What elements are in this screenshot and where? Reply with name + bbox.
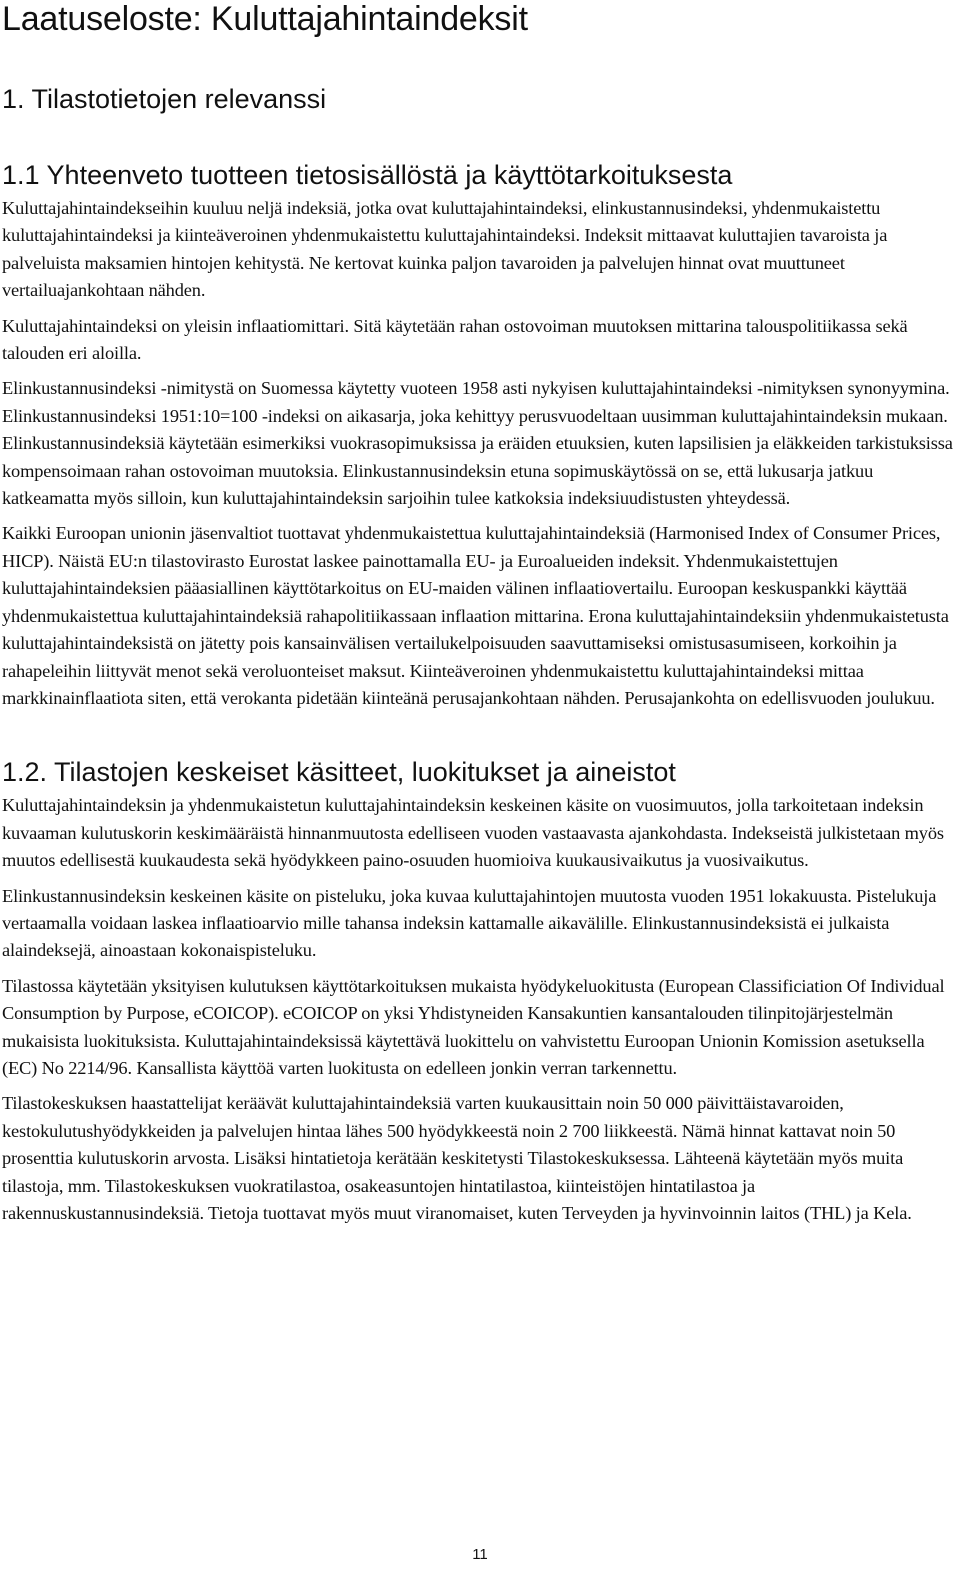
page-number: 11 [472,1546,488,1563]
document-title: Laatuseloste: Kuluttajahintaindeksit [2,0,528,38]
section-summary [2,159,956,712]
paragraph: Kuluttajahintaindeksin ja yhdenmukaistetun kuluttajahintaindeksin keskeinen käsite on vuosimuutos, jolla tarkoitetaan indeksin kuvaaman kulutuskorin keskimääräistä hinnanmuutosta edelliseen vuoden vastaavasta ajankohdasta. Indekseistä julkistetaan myös muutos edellisestä kuukaudesta sekä hyödykkeen paino-osuuden huomioiva kuukausivaikutus ja vuosivaikutus. [2,795,944,871]
paragraph: Kuluttajahintaindeksi on yleisin inflaatiomittari. Sitä käytetään rahan ostovoiman muutoksen mittarina talouspolitiikassa sekä talouden eri aloilla. [2,315,908,364]
paragraph: Tilastokeskuksen haastattelijat keräävät kuluttajahintaindeksiä varten kuukausittain noin 50 000 päivittäistavaroiden, kestokulutushyödykkeiden ja palvelujen hintaa lähes 500 hyödykkeestä noin 2 700 liikkeestä. Nämä hinnat kattavat noin 50 prosenttia kulutuskorin arvosta. Lisäksi hintatietoja kerätään keskitetysti Tilastokeskuksessa. Lähteenä käytetään myös muita tilastoja, mm. Tilastokeskuksen vuokratilastoa, osakeasuntojen hintatilastoa, kiinteistöjen hintatilastoa ja rakennuskustannusindeksiä. Tietoja tuottavat myös muut viranomaiset, kuten Terveyden ja hyvinvoinnin laitos (THL) ja Kela. [2,1093,912,1223]
section-heading-summary: 1.1 Yhteenveto tuotteen tietosisällöstä ja käyttötarkoituksesta [2,160,733,190]
paragraph: Kaikki Euroopan unionin jäsenvaltiot tuottavat yhdenmukaistettua kuluttajahintaindeksiä (Harmonised Index of Consumer Prices, HICP). Näistä EU:n tilastovirasto Eurostat laskee painottamalla EU- ja Euroalueiden indeksit. Yhdenmukaistettujen kuluttajahintaindeksien pääasiallinen käyttötarkoitus on EU-maiden välinen inflaatiovertailu. Euroopan keskuspankki käyttää yhdenmukaistettua kuluttajahintaindeksiä rahapolitiikassaan inflaation mittarina. Erona kuluttajahintaindeksiin yhdenmukaistetusta kuluttajahintaindeksistä on jätetty pois kansainvälisen vertailukelpoisuuden saavuttamiseksi omistusasumiseen, korkoihin ja rahapeleihin liittyvät menot sekä veroluonteiset maksut. Kiinteäveroinen yhdenmukaistettu kuluttajahintaindeksi mittaa markkinainflaatiota siten, että verokanta pidetään kiinteänä perusajankohtaan nähden. Perusajankohta on edellisvuoden joulukuu. [2,523,949,708]
paragraph: Kuluttajahintaindekseihin kuuluu neljä indeksiä, jotka ovat kuluttajahintaindeksi, elinkustannusindeksi, yhdenmukaistettu kuluttajahintaindeksi ja kiinteäveroinen yhdenmukaistettu kuluttajahintaindeksi. Indeksit mittaavat kuluttajien tavaroista ja palveluista maksamien hintojen kehitystä. Ne kertovat kuinka paljon tavaroiden ja palvelujen hinnat ovat muuttuneet vertailuajankohtaan nähden. [2,198,888,301]
paragraph: Elinkustannusindeksin keskeinen käsite on pisteluku, joka kuvaa kuluttajahintojen muutosta vuoden 1951 lokakuusta. Pistelukuja vertaamalla voidaan laskea inflaatioarvio mille tahansa indeksin kattamalle aikavälille. Elinkustannusindeksistä ei julkaista alaindeksejä, ainoastaan kokonaispisteluku. [2,885,937,961]
paragraph: Elinkustannusindeksi -nimitystä on Suomessa käytetty vuoteen 1958 asti nykyisen kuluttajahintaindeksi -nimityksen synonyymina. Elinkustannusindeksi 1951:10=100 -indeksi on aikasarja, joka kehittyy perusvuodeltaan uusimman kuluttajahintaindeksin mukaan. Elinkustannusindeksiä käytetään esimerkiksi vuokrasopimuksissa ja eräiden etuuksien, kuten lapsilisien ja eläkkeiden tarkistuksissa kompensoimaan rahan ostovoiman muutoksia. Elinkustannusindeksin etuna sopimuskäytössä on se, että lukusarja jatkuu katkeamatta myös silloin, kun kuluttajahintaindeksin sarjoihin tulee katkoksia indeksiuudistusten yhteydessä. [2,378,953,509]
paragraph: Tilastossa käytetään yksityisen kulutuksen käyttötarkoituksen mukaista hyödykeluokitusta (European Classificiation Of Individual Consumption by Purpose, eCOICOP). eCOICOP on yksi Yhdistyneiden Kansakuntien kansantalouden tilinpitojärjestelmän mukaisista luokituksista. Kuluttajahintaindeksissä käytettävä luokittelu on vahvistettu Euroopan Unionin Komission asetuksella (EC) No 2214/96. Kansallista käyttöä varten luokitusta on edelleen jonkin verran tarkennettu. [2,975,945,1078]
section-heading-relevance: 1. Tilastotietojen relevanssi [2,84,327,114]
section-concepts [2,756,956,1227]
section-heading-concepts: 1.2. Tilastojen keskeiset käsitteet, luokitukset ja aineistot [2,757,676,788]
